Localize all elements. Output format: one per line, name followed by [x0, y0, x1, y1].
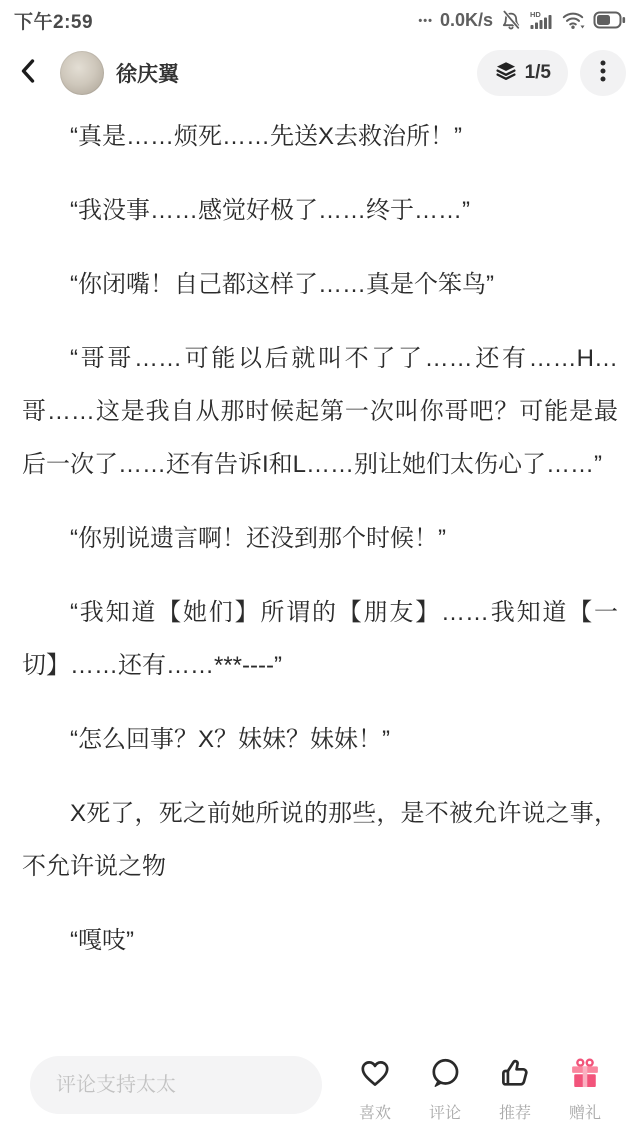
- author-avatar[interactable]: [60, 51, 104, 95]
- gift-icon: [568, 1056, 602, 1095]
- story-paragraph: “我知道【她们】所谓的【朋友】……我知道【一切】……还有……***----”: [22, 599, 618, 679]
- reader-header: [0, 40, 640, 106]
- comment-label: 评论: [428, 1105, 461, 1122]
- mute-bell-icon: [500, 9, 522, 31]
- recommend-button[interactable]: [484, 1056, 546, 1123]
- status-icons: [418, 9, 626, 31]
- status-bar: [0, 0, 640, 40]
- clock: 下午2:59: [14, 11, 94, 33]
- like-button[interactable]: [344, 1056, 406, 1123]
- like-label: 喜欢: [358, 1105, 391, 1122]
- kebab-menu-icon: [591, 57, 615, 90]
- story-paragraph: “哥哥……可能以后就叫不了了……还有……H…哥……这是我自从那时候起第一次叫你哥吧？可能是最后一次了……还有告诉I和L……别让她们太伤心了……”: [22, 345, 618, 478]
- chapter-pager-button[interactable]: [477, 50, 568, 96]
- download-indicator-dots: •••: [418, 15, 433, 27]
- page-indicator: 1/5: [524, 62, 551, 83]
- layers-icon: [494, 59, 518, 88]
- story-paragraph: “你别说遗言啊！还没到那个时候！”: [70, 525, 446, 552]
- story-paragraph: “我没事……感觉好极了……终于……”: [70, 197, 470, 224]
- story-paragraph: “嘎吱”: [70, 927, 134, 954]
- heart-icon: [358, 1056, 392, 1095]
- chevron-left-icon: [18, 57, 38, 90]
- story-paragraph: “你闭嘴！自己都这样了……真是个笨鸟”: [70, 271, 494, 298]
- gift-label: 赠礼: [568, 1105, 601, 1122]
- hd-label: HD: [530, 10, 541, 19]
- thumbs-up-icon: [498, 1056, 532, 1095]
- author-name: 徐庆翼: [116, 63, 179, 86]
- more-options-button[interactable]: [580, 50, 626, 96]
- network-speed: 0.0K/s: [439, 9, 493, 30]
- story-paragraph: X死了，死之前她所说的那些，是不被允许说之事，不允许说之物: [22, 800, 618, 880]
- signal-strength-hd-icon: [529, 9, 554, 31]
- comment-input[interactable]: [30, 1056, 322, 1114]
- wifi-icon: [561, 9, 586, 31]
- comment-button[interactable]: [414, 1056, 476, 1123]
- recommend-label: 推荐: [498, 1105, 531, 1122]
- story-text: [0, 106, 640, 967]
- comment-icon: [428, 1056, 462, 1095]
- action-buttons: [322, 1056, 626, 1123]
- bottom-action-bar: [0, 1044, 640, 1138]
- gift-button[interactable]: [554, 1056, 616, 1123]
- story-paragraph: “怎么回事？X？妹妹？妹妹！”: [70, 726, 390, 753]
- story-paragraph: “真是……烦死……先送X去救治所！”: [70, 123, 462, 150]
- back-button[interactable]: [18, 50, 52, 96]
- battery-icon: [593, 9, 626, 31]
